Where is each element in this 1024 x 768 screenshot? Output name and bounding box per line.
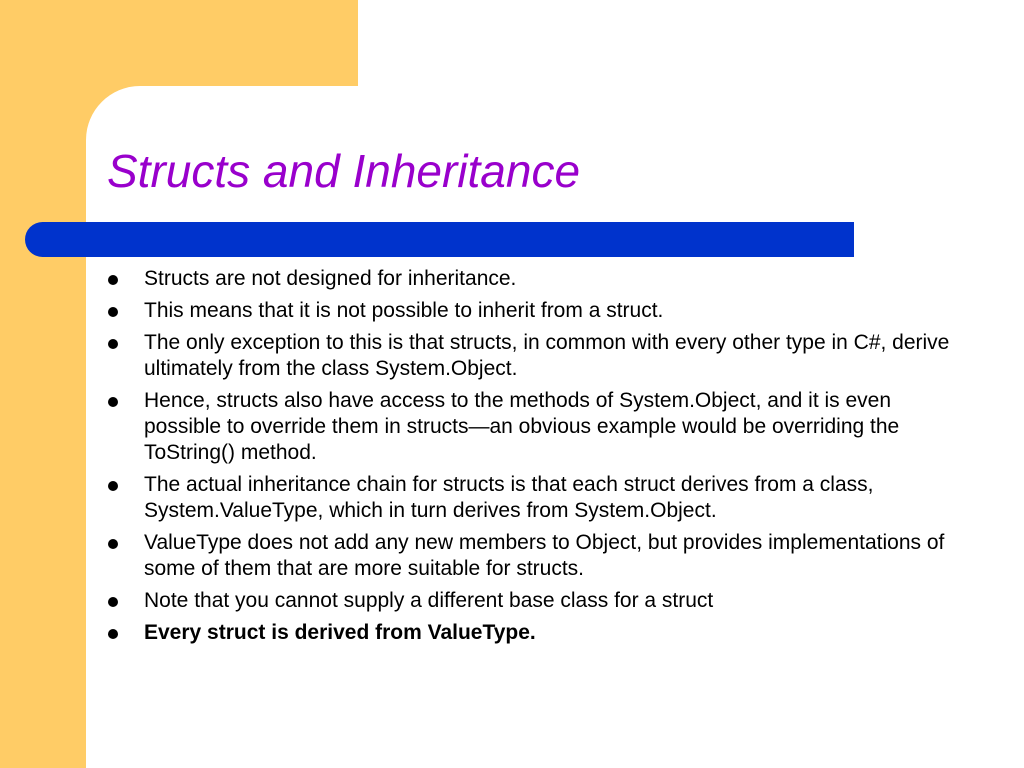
- bullet-text: This means that it is not possible to inherit from a struct.: [144, 299, 664, 322]
- title-underline-bar: [25, 222, 854, 257]
- bullet-dot-icon: [108, 539, 118, 549]
- bullet-item-emphasis: [0, 620, 950, 646]
- bullet-list: [0, 266, 1024, 652]
- bullet-dot-icon: [108, 275, 118, 285]
- bullet-text: Structs are not designed for inheritance.: [144, 267, 517, 290]
- bullet-dot-icon: [108, 629, 118, 639]
- bullet-dot-icon: [108, 397, 118, 407]
- bullet-text: The only exception to this is that structs, in common with every other type in C#, derive ultimately from the class System.Object.: [144, 331, 950, 380]
- bullet-item: [0, 266, 950, 292]
- bullet-item: [0, 330, 950, 382]
- bullet-item: [0, 472, 950, 524]
- bullet-dot-icon: [108, 597, 118, 607]
- bullet-text: Note that you cannot supply a different base class for a struct: [144, 589, 714, 612]
- bullet-text: The actual inheritance chain for structs is that each struct derives from a class, System.ValueType, which in turn derives from System.Object.: [144, 473, 874, 522]
- bullet-dot-icon: [108, 339, 118, 349]
- slide-title: Structs and Inheritance: [107, 145, 581, 197]
- bullet-item: [0, 588, 950, 614]
- bullet-dot-icon: [108, 481, 118, 491]
- bullet-dot-icon: [108, 307, 118, 317]
- bullet-item: [0, 388, 950, 466]
- bullet-text: ValueType does not add any new members to Object, but provides implementations of some of them that are more suitable for structs.: [144, 531, 945, 580]
- bullet-item: [0, 530, 950, 582]
- bullet-text: Hence, structs also have access to the methods of System.Object, and it is even possible to override them in structs—an obvious example would be overriding the ToString() method.: [144, 389, 900, 464]
- bullet-text: Every struct is derived from ValueType.: [144, 621, 536, 644]
- bullet-item: [0, 298, 950, 324]
